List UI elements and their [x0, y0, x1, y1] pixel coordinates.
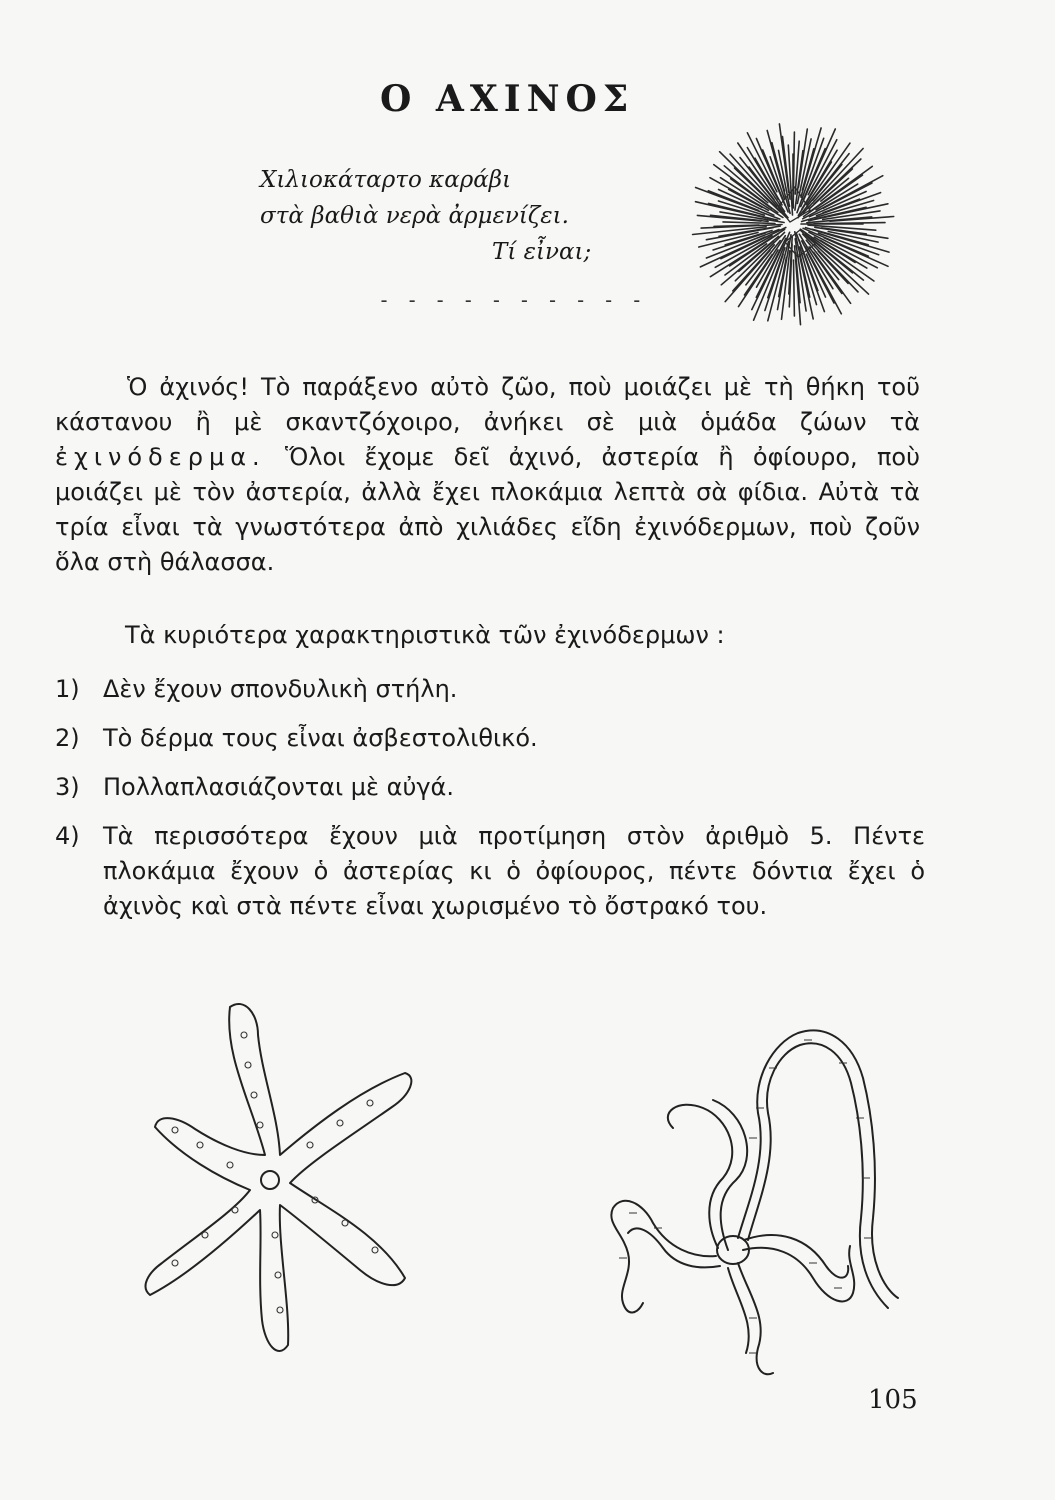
brittle-star-illustration [598, 1018, 903, 1380]
riddle-line-2: στὰ βαθιὰ νερὰ ἀρμενίζει. [260, 203, 569, 229]
characteristics-heading: Τὰ κυριότερα χαρακτηριστικὰ τῶν ἐχινόδερμων : [125, 621, 725, 649]
starfish-illustration [140, 995, 440, 1365]
list-item: 2) Τὸ δέρμα τους εἶναι ἀσβεστολιθικό. [55, 724, 538, 752]
characteristics-list [55, 672, 925, 938]
page-title: Ο ΑΧΙΝΟΣ [380, 78, 635, 120]
list-item: 3) Πολλαπλασιάζονται μὲ αὐγά. [55, 773, 454, 801]
riddle-question: Τί εἶναι; [492, 239, 592, 265]
sea-urchin-illustration [690, 112, 900, 327]
list-item: 1) Δὲν ἔχουν σπονδυλικὴ στήλη. [55, 675, 458, 703]
list-item: 4) Τὰ περισσότερα ἔχουν μιὰ προτίμηση στὸν ἀριθμὸ 5. Πέντε πλοκάμια ἔχουν ὁ ἀστερίας κι ὁ ὀφίουρος, πέντε δόντια ἔχει ὁ ἀχινὸς καὶ στὰ πέντε εἶναι χωρισμένο τὸ ὄστρακό του. [55, 822, 925, 920]
term-echinoderms: ἐχινόδερμα. [55, 443, 266, 471]
riddle-answer-blank: - - - - - - - - - - [378, 288, 645, 312]
intro-text-start: Ὁ ἀχινός! Τὸ παράξενο αὐτὸ ζῶο, ποὺ μοιάζει μὲ τὴ θήκη τοῦ κάστανου ἢ μὲ σκαντζόχοιρο, ἀνήκει σὲ μιὰ ὁμάδα ζώων τὰ [55, 373, 920, 436]
page-number: 105 [868, 1385, 918, 1415]
intro-paragraph [55, 370, 920, 580]
riddle-line-1: Χιλιοκάταρτο καράβι [260, 167, 512, 193]
riddle [230, 162, 610, 270]
intro-text-end: Ὅλοι ἔχομε δεῖ ἀχινό, ἀστερία ἢ ὀφίουρο, ποὺ μοιάζει μὲ τὸν ἀστερία, ἀλλὰ ἔχει πλοκάμια λεπτὰ σὰ φίδια. Αὐτὰ τὰ τρία εἶναι τὰ γνωστότερα ἀπὸ χιλιάδες εἴδη ἐχινόδερμων, ποὺ ζοῦν ὅλα στὴ θάλασσα. [55, 443, 920, 576]
